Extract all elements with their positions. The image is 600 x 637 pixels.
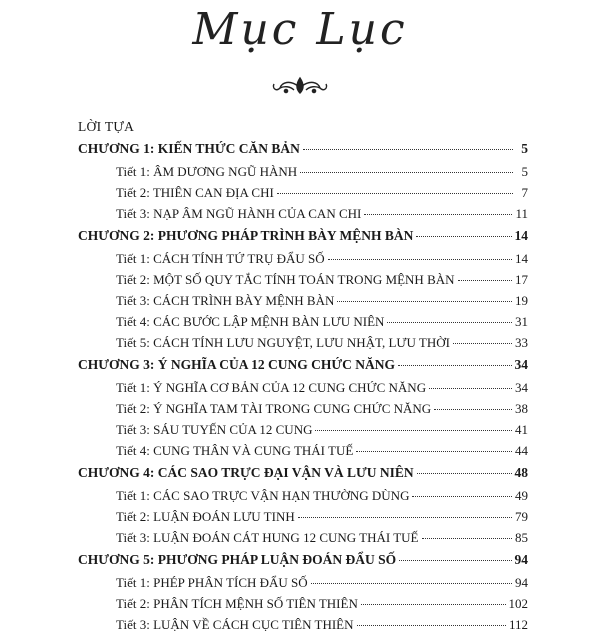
dot-leader — [277, 193, 513, 194]
section-title: Tiết 3: LUẬN ĐOÁN CÁT HUNG 12 CUNG THÁI TUẾ — [116, 530, 419, 545]
table-of-contents — [78, 117, 528, 637]
section-entry — [116, 614, 528, 635]
section-page-number: 11 — [515, 206, 528, 221]
section-page-number: 85 — [515, 530, 528, 545]
section-page-number: 31 — [515, 314, 528, 329]
dot-leader — [357, 625, 506, 626]
chapter-entry — [78, 139, 528, 159]
dot-leader — [364, 214, 512, 215]
dot-leader — [356, 451, 512, 452]
dot-leader — [300, 172, 513, 173]
section-title: Tiết 4: CÁC BƯỚC LẬP MỆNH BÀN LƯU NIÊN — [116, 314, 385, 329]
section-page-number: 49 — [515, 488, 528, 503]
preface-entry: LỜI TỰA — [78, 119, 135, 134]
chapter-entry — [78, 550, 528, 570]
section-title: Tiết 2: PHÂN TÍCH MỆNH SỐ TIÊN THIÊN — [116, 596, 358, 611]
dot-leader — [387, 322, 512, 323]
dot-leader — [298, 517, 512, 518]
chapter-entry — [78, 226, 528, 246]
section-title: Tiết 1: ÂM DƯƠNG NGŨ HÀNH — [116, 164, 298, 179]
dot-leader — [303, 149, 513, 150]
section-page-number: 38 — [515, 401, 528, 416]
section-title: Tiết 2: THIÊN CAN ĐỊA CHI — [116, 185, 274, 200]
dot-leader — [453, 343, 512, 344]
section-page-number: 41 — [515, 422, 528, 437]
section-entry — [116, 506, 528, 527]
section-entry — [116, 203, 528, 224]
chapter-title: CHƯƠNG 5: PHƯƠNG PHÁP LUẬN ĐOÁN ĐẨU SỐ — [78, 552, 397, 567]
chapter-page-number: 5 — [521, 141, 528, 156]
dot-leader — [361, 604, 506, 605]
chapter-page-number: 14 — [514, 228, 528, 243]
section-page-number: 5 — [521, 164, 528, 179]
section-page-number: 44 — [515, 443, 528, 458]
chapter-title: CHƯƠNG 1: KIẾN THỨC CĂN BẢN — [78, 141, 300, 156]
dot-leader — [315, 430, 512, 431]
chapter-entry — [78, 355, 528, 375]
section-entry — [116, 161, 528, 182]
dot-leader — [434, 409, 512, 410]
section-entry — [116, 440, 528, 461]
section-title: Tiết 1: PHÉP PHÂN TÍCH ĐẨU SỐ — [116, 575, 308, 590]
dot-leader — [458, 280, 512, 281]
section-page-number: 102 — [508, 596, 528, 611]
section-title: Tiết 1: CÁC SAO TRỰC VẬN HẠN THƯỜNG DÙNG — [116, 488, 410, 503]
section-title: Tiết 3: NẠP ÂM NGŨ HÀNH CỦA CAN CHI — [116, 206, 362, 221]
section-entry — [116, 182, 528, 203]
section-entry — [116, 269, 528, 290]
section-page-number: 79 — [515, 509, 528, 524]
section-title: Tiết 4: CUNG THÂN VÀ CUNG THÁI TUẾ — [116, 443, 354, 458]
dot-leader — [398, 365, 512, 366]
section-page-number: 17 — [515, 272, 528, 287]
section-page-number: 14 — [515, 251, 528, 266]
section-entry — [116, 290, 528, 311]
section-page-number: 7 — [521, 185, 528, 200]
dot-leader — [399, 560, 511, 561]
section-page-number: 19 — [515, 293, 528, 308]
section-entry — [116, 248, 528, 269]
chapter-page-number: 34 — [514, 357, 528, 372]
dot-leader — [412, 496, 512, 497]
section-title: Tiết 1: Ý NGHĨA CƠ BẢN CỦA 12 CUNG CHỨC NĂNG — [116, 380, 427, 395]
section-entry — [116, 332, 528, 353]
dot-leader — [311, 583, 512, 584]
section-entry — [116, 527, 528, 548]
section-entry — [116, 419, 528, 440]
dot-leader — [429, 388, 512, 389]
section-title: Tiết 1: CÁCH TÍNH TỨ TRỤ ĐẨU SỐ — [116, 251, 325, 266]
section-entry — [116, 593, 528, 614]
dot-leader — [416, 236, 511, 237]
dot-leader — [328, 259, 512, 260]
floral-ornament-icon — [270, 74, 330, 96]
section-page-number: 34 — [515, 380, 528, 395]
section-title: Tiết 2: MỘT SỐ QUY TẮC TÍNH TOÁN TRONG MỆNH BÀN — [116, 272, 455, 287]
chapter-page-number: 94 — [514, 552, 528, 567]
section-title: Tiết 2: Ý NGHĨA TAM TÀI TRONG CUNG CHỨC NĂNG — [116, 401, 432, 416]
chapter-entry — [78, 463, 528, 483]
section-entry — [116, 377, 528, 398]
section-entry — [116, 485, 528, 506]
section-entry — [116, 572, 528, 593]
section-title: Tiết 5: CÁCH TÍNH LƯU NGUYỆT, LƯU NHẬT, LƯU THỜI — [116, 335, 450, 350]
section-title: Tiết 3: LUẬN VỀ CÁCH CỤC TIÊN THIÊN — [116, 617, 354, 632]
chapter-title: CHƯƠNG 2: PHƯƠNG PHÁP TRÌNH BÀY MỆNH BÀN — [78, 228, 414, 243]
section-entry — [116, 311, 528, 332]
section-title: Tiết 3: SÁU TUYẾN CỦA 12 CUNG — [116, 422, 313, 437]
section-page-number: 112 — [508, 617, 528, 632]
dot-leader — [417, 473, 512, 474]
chapter-title: CHƯƠNG 4: CÁC SAO TRỰC ĐẠI VẬN VÀ LƯU NIÊN — [78, 465, 414, 480]
section-page-number: 33 — [515, 335, 528, 350]
section-title: Tiết 3: CÁCH TRÌNH BÀY MỆNH BÀN — [116, 293, 335, 308]
section-page-number: 94 — [515, 575, 528, 590]
chapter-page-number: 48 — [514, 465, 528, 480]
chapter-title: CHƯƠNG 3: Ý NGHĨA CỦA 12 CUNG CHỨC NĂNG — [78, 357, 395, 372]
chapter-list — [78, 139, 528, 635]
dot-leader — [337, 301, 512, 302]
dot-leader — [422, 538, 513, 539]
section-title: Tiết 2: LUẬN ĐOÁN LƯU TINH — [116, 509, 295, 524]
section-entry — [116, 398, 528, 419]
page-title: Mục Lục — [192, 4, 408, 55]
